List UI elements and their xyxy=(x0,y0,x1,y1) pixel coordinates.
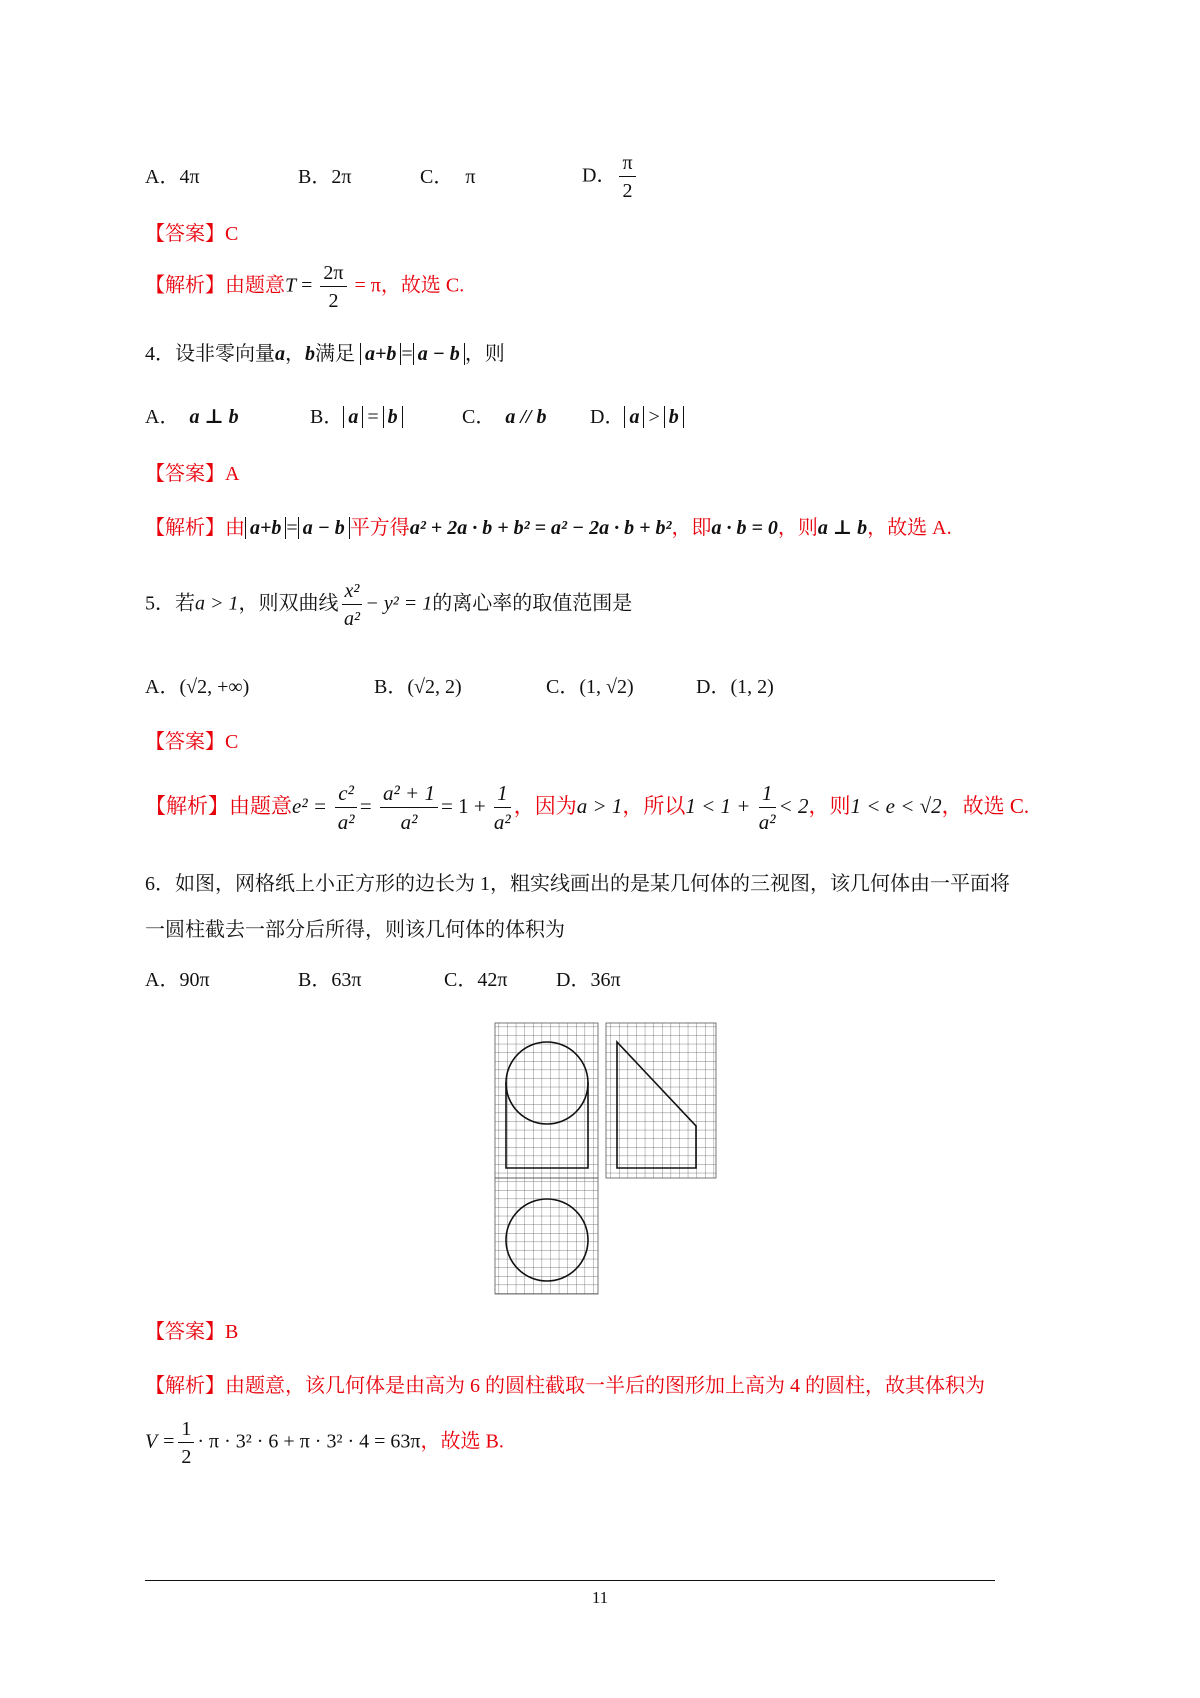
q6-answer xyxy=(145,1320,238,1345)
analysis-fraction: $\frac{2\pi}{2}$ xyxy=(320,262,346,312)
q4-option-d: D． a > b xyxy=(590,405,684,430)
q5-analysis: 【解析】由题意e² = $\frac{\text{c²}}{\text{a²}}$ = $\frac{\text{a² + 1}}{\text{a²}}$ = 1 + $\frac{1}{\text{a²}}$ ，因为a > 1，所以1 < 1 + $\frac{1}{\text{a²}}$ < 2，则1 < e < √2，故选 C. xyxy=(145,781,1030,835)
answer-value: A xyxy=(225,463,240,485)
q6-option-b: B．63π xyxy=(298,969,362,991)
grid-top-view xyxy=(495,1178,598,1294)
q3-option-d-fraction: $\frac{\pi}{2}$ xyxy=(619,152,635,202)
q6-analysis-line2: V = $\frac{1}{2}$ · π · 3² · 6 + π · 3² · 4 = 63π，故选 B. xyxy=(145,1418,504,1468)
q6-option-c: C．42π xyxy=(444,969,508,991)
q5-option-c: C．(1, √2) xyxy=(546,676,634,698)
hyperbola-fraction: $\frac{\text{x²}}{\text{a²}}$ xyxy=(342,580,363,630)
q3-option-c-value: π xyxy=(465,166,476,188)
answer-tag: 【答案】 xyxy=(145,1321,225,1343)
analysis-tag: 【解析】 xyxy=(145,793,229,818)
q4-answer xyxy=(145,462,239,487)
answer-value: B xyxy=(225,1321,239,1343)
q4-stem: 4．设非零向量a，b满足 a+b = a − b ，则 xyxy=(145,343,505,365)
answer-tag: 【答案】 xyxy=(145,463,225,485)
analysis-eq: = xyxy=(301,274,313,297)
answer-tag: 【答案】 xyxy=(145,731,225,753)
q3-option-d-label: D． xyxy=(582,164,617,187)
abs-a-plus-b: a+b xyxy=(360,343,401,365)
q6-analysis-line1 xyxy=(145,1374,985,1399)
analysis-conclusion: = π，故选 C. xyxy=(354,274,465,297)
q6-option-d: D．36π xyxy=(556,969,621,991)
analysis-tag: 【解析】 xyxy=(145,274,225,297)
q6-stem-line1: 6．如图，网格纸上小正方形的边长为 1，粗实线画出的是某几何体的三视图，该几何体由一平面将 xyxy=(145,873,1010,895)
analysis-tag: 【解析】 xyxy=(145,517,225,539)
q3-option-c xyxy=(420,165,475,190)
q6-stem-line2: 一圆柱截去一部分后所得，则该几何体的体积为 xyxy=(145,919,565,941)
analysis-text: 由题意 xyxy=(225,274,285,297)
analysis-var: T xyxy=(285,274,297,297)
analysis-tag: 【解析】 xyxy=(145,1375,225,1397)
answer-value: C xyxy=(225,223,239,245)
q6-option-a: A．90π xyxy=(145,969,210,991)
grid-side-view xyxy=(606,1023,716,1178)
abs-a-minus-b: a − b xyxy=(413,343,465,365)
q3-answer xyxy=(145,222,238,247)
q5-answer xyxy=(145,730,238,755)
q3-option-a: A．4π xyxy=(145,166,200,188)
q4-option-c: C． a // b xyxy=(462,406,547,428)
q5-option-b: B．(√2, 2) xyxy=(374,676,462,698)
three-view-figure xyxy=(490,1018,722,1300)
q3-option-d xyxy=(582,152,639,202)
answer-tag: 【答案】 xyxy=(145,223,225,245)
q3-option-c-label: C． xyxy=(420,166,454,188)
q3-analysis xyxy=(145,262,464,312)
q5-stem: 5．若a > 1，则双曲线 $\frac{\text{x²}}{\text{a²}}$ − y² = 1的离心率的取值范围是 xyxy=(145,580,633,630)
page-number: 11 xyxy=(591,1588,609,1607)
footer-rule xyxy=(145,1580,995,1581)
q4-option-b: B． a = b xyxy=(310,405,403,430)
q5-option-a: A．(√2, +∞) xyxy=(145,676,250,698)
q3-option-b: B．2π xyxy=(298,166,352,188)
answer-value: C xyxy=(225,731,239,753)
q5-option-d: D．(1, 2) xyxy=(696,676,774,698)
q4-option-a: A． a ⊥ b xyxy=(145,406,239,428)
analysis-text: 由题意，该几何体是由高为 6 的圆柱截取一半后的图形加上高为 4 的圆柱，故其体积为 xyxy=(225,1375,985,1397)
q4-analysis: 【解析】由 a+b = a − b 平方得a² + 2a · b + b² = a² − 2a · b + b²，即a · b = 0，则a ⊥ b，故选 A. xyxy=(145,517,952,539)
